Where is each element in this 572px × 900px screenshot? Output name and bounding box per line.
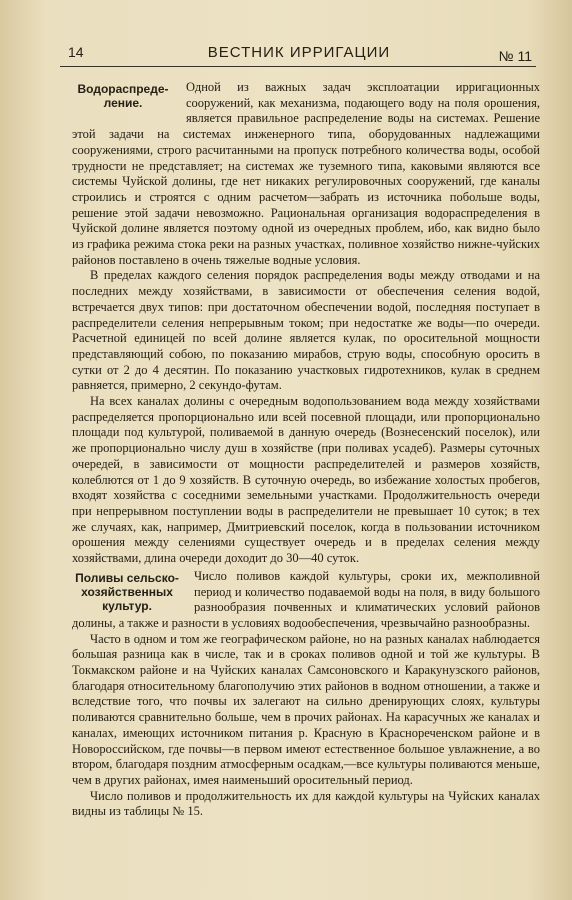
journal-title: ВЕСТНИК ИРРИГАЦИИ bbox=[207, 44, 391, 61]
side-heading: Водораспреде-ление. bbox=[77, 82, 169, 110]
paragraph: Число поливов и продолжительность их для каждой культуры на Чуйских каналах видны из таблицы № 15. bbox=[72, 788, 540, 819]
running-header bbox=[60, 42, 538, 64]
page-number: 14 bbox=[68, 44, 84, 60]
paragraph: Часто в одном и том же географическом районе, но на разных каналах наблюдается большая разница как в числе, так и в сроках поливов одной и той же культуры. В Токмакском районе и на Чуйских каналах Самсоновского и Каракунузского районов, благодаря относительному благополучию этих районов в водном отношении, а также и вследствие того, что почвы их залегают на сильно дренирующих слоях, культуры поливаются сравнительно больше, чем в прочих районах. На карасучных же каналах и каналах, имеющих источником питания р. Красную в Краснореченском районе и в Новороссийском, где почвы—в первом имеют естественное большое увлажнение, а во втором, благодаря поздним атмосферным осадкам,—все культуры поливаются меньше, чем в других районах, имея наименьший оросительный период. bbox=[72, 631, 540, 787]
issue-number: № 11 bbox=[498, 48, 532, 64]
paragraph: Число поливов каждой культуры, сроки их, межполивной период и количество подаваемой воды на поля, в виду большого разнообразия почвенных и климатических условий районов долины, а также и разности в условиях водообеспечения, чрезвычайно разнообразны. bbox=[72, 568, 540, 630]
header-rule bbox=[60, 66, 536, 67]
paragraph: В пределах каждого селения порядок распределения воды между отводами и на последних между хозяйствами, в зависимости от обеспечения селения водой, встречается двух типов: при достаточном обеспечении водой, последняя поступает в распределители селения непрерывным током; при недостатке же воды—по очереди. Расчетной единицей по всей долине является кулак, по оросительной мощности представляющий собою, по показанию мирабов, струю воды, способную оросить в сутки от 2 до 4 десятин. По показанию участковых гидротехников, кулак в среднем равняется, примерно, 2 секундо-футам. bbox=[72, 268, 540, 393]
section-crop-watering bbox=[72, 569, 540, 820]
section-water-distribution bbox=[72, 80, 540, 567]
paragraph: Одной из важных задач эксплоатации ирригационных сооружений, как механизма, подающего воду на поля орошения, является правильное распределение воды на системах. Решение этой задачи на системах инженерного типа, оборудованных надлежащими сооружениями, строго расчитанными на пропуск потребного количества воды, особой трудности не представляет; на системах же туземного типа, каковыми являются все системы Чуйской долины, где нет никаких регулировочных сооружений, где каналы строились и строятся с одним расчетом—забрать из источника побольше воды, решение этой задачи невозможно. Рациональная организация водораспределения в Чуйской долине является поэтому одной из очередных проблем, ибо, как видно было из графика режима стока реки на разных участках, поливное хозяйство нижне-чуйских районов поставлено в очень тяжелые водные условия. bbox=[72, 80, 540, 267]
side-heading: Поливы сельско-хозяйственных культур. bbox=[75, 570, 179, 613]
paragraph: На всех каналах долины с очередным водопользованием вода между хозяйствами распределяется пропорционально или всей посевной площади, или пропорционально площади под культурой, поливаемой в данную очередь (Вознесенский поселок), или же пропорционально числу душ в хозяйстве (при поливах усадеб). Размеры суточных очередей, в зависимости от мощности распределителей и размеров хозяйств, колеблются от 1 до 9 хозяйств. В суточную очередь, во избежание холостых пробегов, входят хозяйства с соседними земельными участками. Продолжительность очереди при непрерывном поступлении воды в распределители не превышает 10 суток; в тех же случаях, как, например, Дмитриевский поселок, когда в пользовании источником орошения между селениями существует очередь и в пределах селения между хозяйствами, длина очереди доходит до 30—40 суток. bbox=[72, 394, 540, 566]
article-body bbox=[72, 80, 540, 820]
